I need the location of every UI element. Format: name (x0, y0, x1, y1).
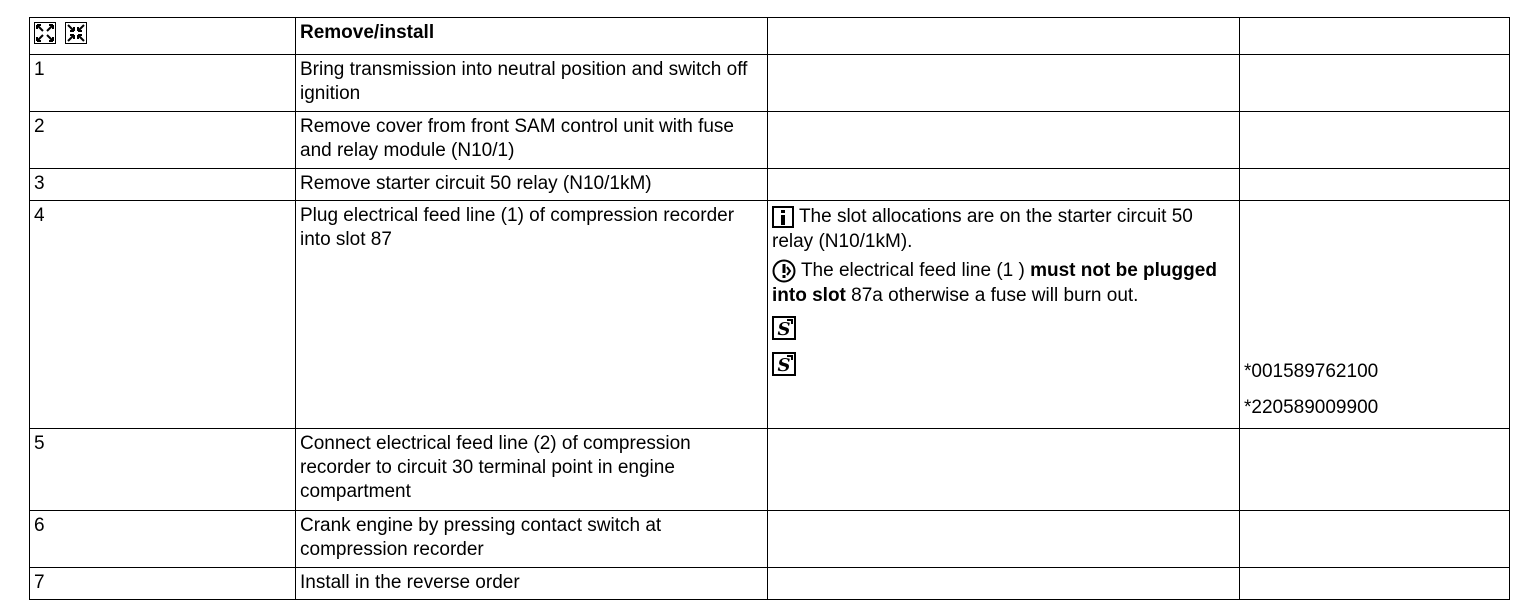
table-row (30, 201, 1510, 429)
step-text: Remove cover from front SAM control unit with fuse and relay module (N10/1) (296, 112, 768, 169)
step-number: 2 (30, 112, 296, 169)
step-text: Connect electrical feed line (2) of compression recorder to circuit 30 terminal point in engine compartment (296, 429, 768, 511)
table-row (30, 511, 1510, 568)
table-row (30, 112, 1510, 169)
table-row (30, 55, 1510, 112)
table-row (30, 568, 1510, 600)
warning-note (772, 258, 1235, 308)
expand-all-icon[interactable] (34, 22, 56, 44)
warning-icon (772, 259, 796, 283)
table-row (30, 429, 1510, 511)
tool-row (772, 346, 1235, 382)
step-text: Bring transmission into neutral position and switch off ignition (296, 55, 768, 112)
collapse-all-icon[interactable] (65, 22, 87, 44)
step-number: 4 (30, 201, 296, 429)
special-tool-icon[interactable] (772, 352, 796, 376)
header-empty-cell (768, 18, 1240, 55)
header-empty-cell (1240, 18, 1510, 55)
warning-text-pre: The electrical feed line (1 ) (800, 260, 1025, 281)
tool-row (772, 310, 1235, 346)
svg-text:S: S (777, 355, 791, 376)
step-text: Crank engine by pressing contact switch at compression recorder (296, 511, 768, 568)
step-number: 6 (30, 511, 296, 568)
part-number[interactable]: *001589762100 (1244, 361, 1379, 382)
step-number: 5 (30, 429, 296, 511)
part-number[interactable]: *220589009900 (1244, 397, 1379, 418)
warning-text-post: 87a otherwise a fuse will burn out. (851, 285, 1139, 306)
svg-text:S: S (777, 319, 791, 340)
step-number: 3 (30, 169, 296, 201)
warning-text-bold: must not be plugged into slot (772, 260, 1217, 306)
procedure-table (29, 17, 1510, 600)
part-numbers-cell (1240, 201, 1510, 429)
info-note (772, 204, 1235, 254)
step-notes-cell (768, 201, 1240, 429)
header-title: Remove/install (296, 18, 768, 55)
table-header-row (30, 18, 1510, 55)
special-tool-icon[interactable] (772, 316, 796, 340)
step-text: Plug electrical feed line (1) of compression recorder into slot 87 (296, 201, 768, 429)
step-number: 1 (30, 55, 296, 112)
step-text: Remove starter circuit 50 relay (N10/1kM) (296, 169, 768, 201)
step-number: 7 (30, 568, 296, 600)
table-row (30, 169, 1510, 201)
header-icons-cell (30, 18, 296, 55)
info-icon (772, 206, 794, 228)
info-text: The slot allocations are on the starter circuit 50 relay (N10/1kM). (772, 206, 1193, 252)
step-text: Install in the reverse order (296, 568, 768, 600)
